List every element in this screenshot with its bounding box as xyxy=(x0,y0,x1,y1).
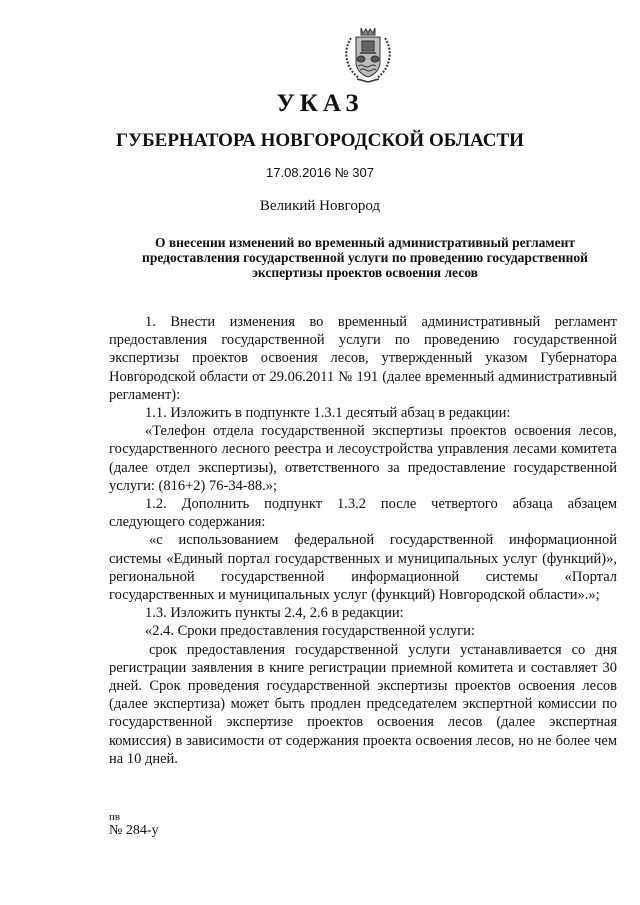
paragraph-phone-quote: «Телефон отдела государственной экспертизы проектов освоения лесов, государственного лесного реестра и лесоустройства управления лесами комитета (далее отдел экспертизы), ответственного за предоставление государственной услуги: (816+2) 76-34-88.»; xyxy=(109,423,617,494)
paragraph-1-2: 1.2. Дополнить подпункт 1.3.2 после четвертого абзаца абзацем следующего содержания: xyxy=(109,496,617,531)
paragraph-2-4-title: «2.4. Сроки предоставления государственной услуги: xyxy=(145,623,475,640)
issuer-title: ГУБЕРНАТОРА НОВГОРОДСКОЙ ОБЛАСТИ xyxy=(116,130,524,151)
footer-number: № 284-у xyxy=(109,823,159,838)
paragraph-term: срок предоставления государственной услуги устанавливается со дня регистрации заявления в книге регистрации приемной комитета и составляет 30 дней. Срок проведения государственной экспертизы проектов освоения лесов (далее экспертиза) может быть продлен председателем экспертной комиссии по государственной экспертизе проектов освоения лесов (далее экспертная комиссия) в зависимости от содержания проекта освоения лесов, но не более чем на 10 дней. xyxy=(109,641,617,767)
decree-heading: О внесении изменений во временный административный регламент предоставления государственной услуги по проведению государственной экспертизы проектов освоения лесов xyxy=(142,235,588,280)
document-type-title: УКАЗ xyxy=(276,90,364,117)
footer-initials: пв xyxy=(109,811,121,823)
paragraph-portal-quote: «с использованием федеральной государственной информационной системы «Единый портал государственных и муниципальных услуг (функций)», региональной государственной информационной системы «Портал государственных и муниципальных услуг (функций) Новгородской области».»; xyxy=(109,532,617,604)
date-and-number: 17.08.2016 № 307 xyxy=(266,165,374,180)
paragraph-1-1: 1.1. Изложить в подпункте 1.3.1 десятый абзац в редакции: xyxy=(145,405,511,422)
decree-body xyxy=(109,313,617,768)
paragraph-1-3: 1.3. Изложить пункты 2.4, 2.6 в редакции: xyxy=(145,605,404,622)
paragraph-1: 1. Внести изменения во временный административный регламент предоставления государственной услуги по проведению государственной экспертизы проектов освоения лесов, утвержденный указом Губернатора Новгородской области от 29.06.2011 № 191 (далее временный административный регламент): xyxy=(109,314,617,403)
coat-of-arms-emblem xyxy=(339,24,397,84)
footer-mark xyxy=(109,812,159,838)
city-name: Великий Новгород xyxy=(259,198,381,214)
